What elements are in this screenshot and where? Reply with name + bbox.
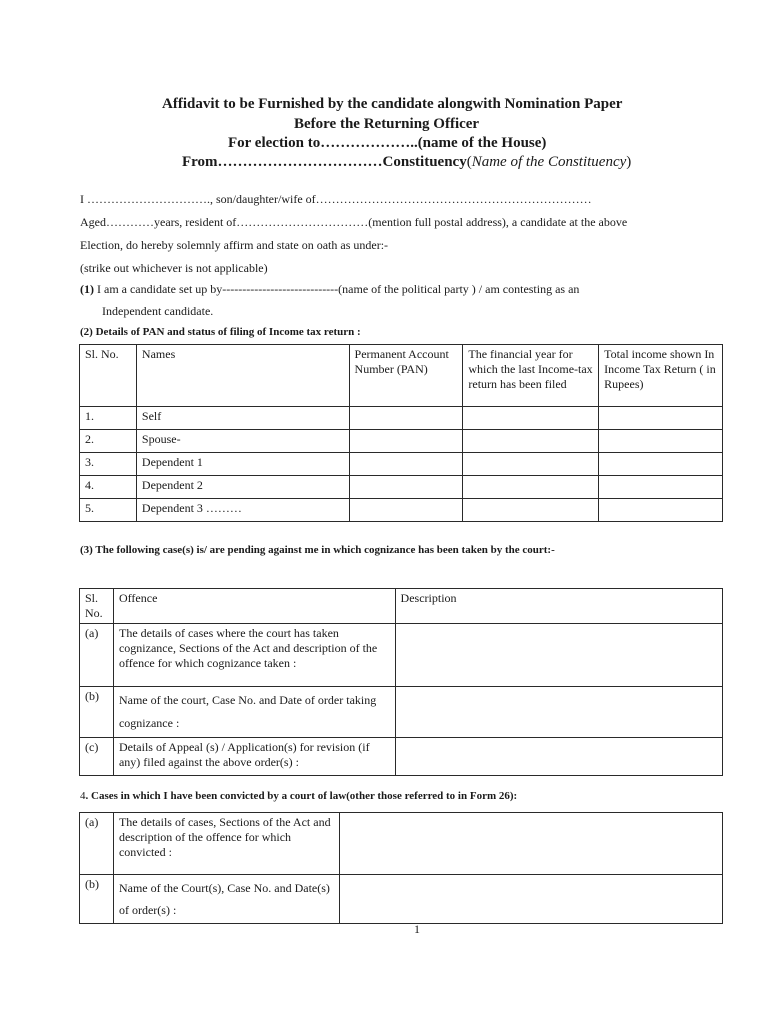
pan-row-pan-cell[interactable]: [349, 453, 463, 476]
table-row: [80, 875, 723, 924]
pan-row-name: Self: [136, 407, 349, 430]
table-row: [80, 687, 723, 738]
title-line-1: Affidavit to be Furnished by the candidate alongwith Nomination Paper: [162, 96, 623, 112]
pending-cases-table: [79, 588, 723, 776]
intro-line-4: (strike out whichever is not applicable): [80, 261, 268, 275]
pan-row-name: Dependent 1: [136, 453, 349, 476]
pan-row-income-cell[interactable]: [599, 407, 723, 430]
table-row: [80, 430, 723, 453]
pan-row-sl: 3.: [80, 453, 137, 476]
conviction-row-details-cell[interactable]: [339, 813, 722, 875]
pending-row-offence: The details of cases where the court has taken cognizance, Sections of the Act and description of the offence for which cognizance taken :: [113, 624, 395, 687]
pan-header-names: Names: [136, 345, 349, 407]
pan-header-pan: Permanent Account Number (PAN): [349, 345, 463, 407]
table-row: [80, 499, 723, 522]
item-1: [80, 282, 579, 296]
title-line-4: [182, 153, 631, 172]
pan-row-income-cell[interactable]: [599, 499, 723, 522]
pending-header-description: Description: [395, 589, 722, 624]
pan-row-sl: 4.: [80, 476, 137, 499]
table-row: [80, 813, 723, 875]
pending-header-offence: Offence: [113, 589, 395, 624]
pan-row-name: Spouse-: [136, 430, 349, 453]
table-row: [80, 407, 723, 430]
page-number: 1: [414, 922, 420, 936]
section-4-number: 4: [80, 790, 86, 802]
pending-row-sl: (c): [80, 738, 114, 776]
pan-table: [79, 344, 723, 522]
pending-row-description-cell[interactable]: [395, 738, 722, 776]
pan-header-sl: Sl. No.: [80, 345, 137, 407]
pan-row-income-cell[interactable]: [599, 453, 723, 476]
title-line-4-paren-close: ): [626, 154, 632, 170]
pan-header-total-income: Total income shown In Income Tax Return ( in Rupees): [599, 345, 723, 407]
pan-row-year-cell[interactable]: [463, 476, 599, 499]
item-1-continuation: Independent candidate.: [102, 304, 214, 318]
conviction-row-details-cell[interactable]: [339, 875, 722, 924]
pan-row-sl: 2.: [80, 430, 137, 453]
section-4-heading: [80, 790, 517, 802]
pan-row-sl: 5.: [80, 499, 137, 522]
title-line-2: Before the Returning Officer: [294, 116, 480, 132]
pending-row-offence: Name of the court, Case No. and Date of order taking cognizance :: [113, 687, 395, 738]
section-2-heading: (2) Details of PAN and status of filing of Income tax return :: [80, 326, 361, 338]
pending-row-sl: (a): [80, 624, 114, 687]
pan-row-year-cell[interactable]: [463, 453, 599, 476]
title-line-4-paren-open: (: [466, 154, 472, 170]
pan-row-pan-cell[interactable]: [349, 499, 463, 522]
conviction-row-sl: (a): [80, 813, 114, 875]
conviction-row-text: Name of the Court(s), Case No. and Date(s) of order(s) :: [113, 875, 339, 924]
pending-row-sl: (b): [80, 687, 114, 738]
table-row: [80, 738, 723, 776]
intro-line-2: Aged…………years, resident of……………………………(mention full postal address), a candidate at the above: [80, 215, 628, 229]
pending-header-sl: Sl. No.: [80, 589, 114, 624]
pan-row-name: Dependent 2: [136, 476, 349, 499]
table-row: [80, 624, 723, 687]
intro-line-3: Election, do hereby solemnly affirm and state on oath as under:-: [80, 238, 389, 252]
pan-row-income-cell[interactable]: [599, 430, 723, 453]
title-line-4-main: From……………………………Constituency: [182, 154, 467, 170]
pan-row-pan-cell[interactable]: [349, 430, 463, 453]
pending-row-description-cell[interactable]: [395, 687, 722, 738]
pan-row-income-cell[interactable]: [599, 476, 723, 499]
conviction-row-text: The details of cases, Sections of the Act and description of the offence for which convicted :: [113, 813, 339, 875]
pending-header-row: [80, 589, 723, 624]
pan-table-header-row: [80, 345, 723, 407]
pan-row-pan-cell[interactable]: [349, 407, 463, 430]
pan-row-name: Dependent 3 ………: [136, 499, 349, 522]
pan-row-year-cell[interactable]: [463, 499, 599, 522]
convictions-table: [79, 812, 723, 924]
pending-row-description-cell[interactable]: [395, 624, 722, 687]
intro-line-1: I …………………………., son/daughter/wife of……………………………………………………………: [80, 192, 592, 206]
conviction-row-sl: (b): [80, 875, 114, 924]
table-row: [80, 453, 723, 476]
pan-row-pan-cell[interactable]: [349, 476, 463, 499]
section-3-heading: (3) The following case(s) is/ are pending against me in which cognizance has been taken by the court:-: [80, 544, 555, 556]
item-1-number: (1): [80, 282, 94, 296]
pan-row-sl: 1.: [80, 407, 137, 430]
item-1-text: I am a candidate set up by-----------------------------(name of the political party ) / am contesting as an: [94, 282, 580, 296]
pending-row-offence: Details of Appeal (s) / Application(s) for revision (if any) filed against the above order(s) :: [113, 738, 395, 776]
section-4-heading-text: . Cases in which I have been convicted by a court of law(other those referred to in Form 26):: [85, 790, 518, 802]
title-line-4-italic: Name of the Constituency: [471, 154, 627, 170]
pan-row-year-cell[interactable]: [463, 407, 599, 430]
title-line-3: For election to………………..(name of the House): [228, 135, 547, 151]
table-row: [80, 476, 723, 499]
pan-row-year-cell[interactable]: [463, 430, 599, 453]
pan-header-financial-year: The financial year for which the last Income-tax return has been filed: [463, 345, 599, 407]
